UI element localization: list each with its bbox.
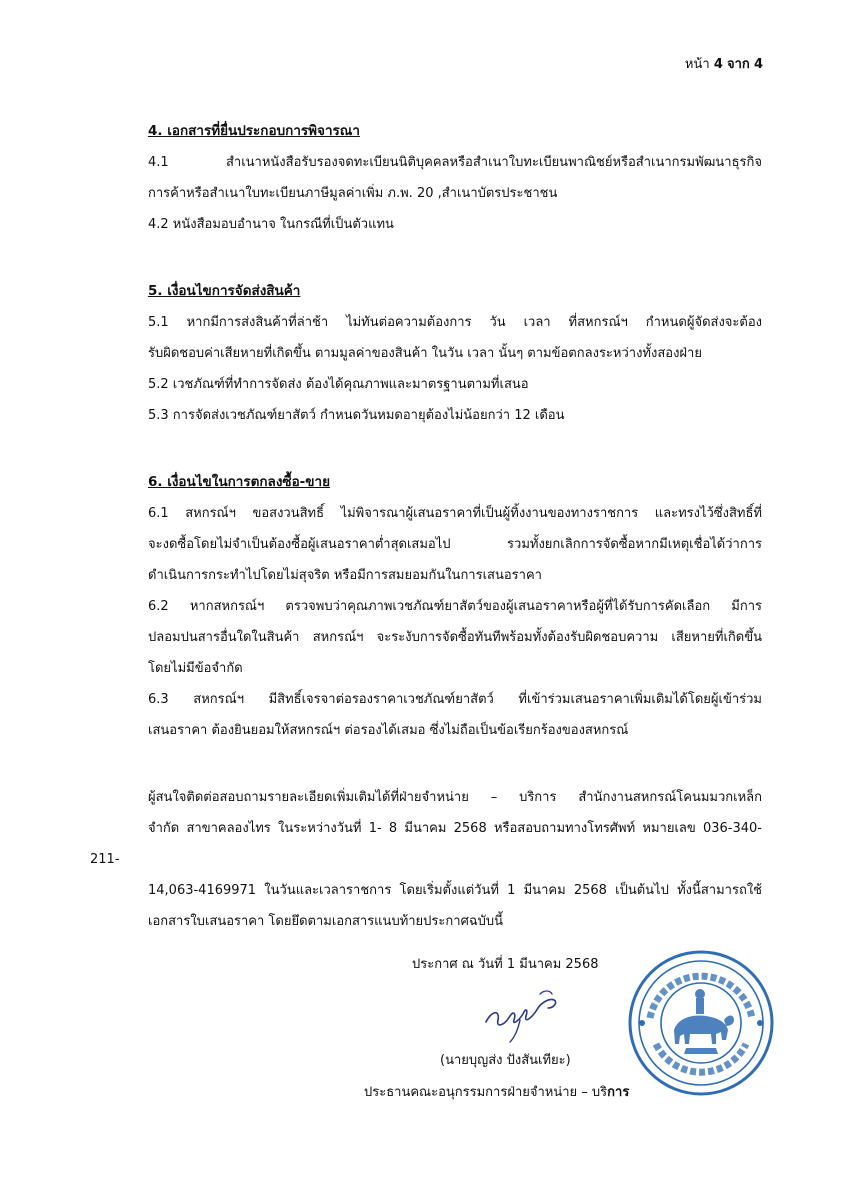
- line: เสนอราคา ต้องยินยอมให้สหกรณ์ฯ ต่อรองได้เสมอ ซึ่งไม่ถือเป็นข้อเรียกร้องของสหกรณ์: [148, 723, 629, 738]
- line: 6.1 สหกรณ์ฯ ขอสงวนสิทธิ์ ไม่พิจารณาผู้เสนอราคาที่เป็นผู้ทิ้งงานของทางราชการ และทรงไว้ซึ่งสิทธิ์ที่: [148, 506, 762, 521]
- announcement-date: ประกาศ ณ วันที่ 1 มีนาคม 2568: [412, 957, 599, 972]
- line: จำกัด สาขาคลองไทร ในระหว่างวันที่ 1- 8 มีนาคม 2568 หรือสอบถามทางโทรศัพท์ หมายเลข 036-340-211-: [90, 821, 762, 867]
- page-number-sep: จาก: [727, 57, 750, 72]
- line: รับผิดชอบค่าเสียหายที่เกิดขึ้น ตามมูลค่าของสินค้า ในวัน เวลา นั้นๆ ตามข้อตกลงระหว่างทั้งสองฝ่าย: [148, 346, 702, 361]
- paragraph-5-1: [90, 307, 762, 369]
- paragraph-4-1: [90, 147, 762, 209]
- line: 6.2 หากสหกรณ์ฯ ตรวจพบว่าคุณภาพเวชภัณฑ์ยาสัตว์ของผู้เสนอราคาหรือผู้ที่ได้รับการคัดเลือก มีการ: [148, 599, 762, 614]
- paragraph-6-1: [90, 498, 762, 591]
- line: 14,063-4169971 ในวันและเวลาราชการ โดยเริ่มตั้งแต่วันที่ 1 มีนาคม 2568 เป็นต้นไป ทั้งนี้สามารถใช้: [148, 883, 762, 898]
- line: การค้าหรือสำเนาใบทะเบียนภาษีมูลค่าเพิ่ม ภ.พ. 20 ,สำเนาบัตรประชาชน: [148, 186, 558, 201]
- signer-title-bold: การ: [607, 1085, 630, 1100]
- paragraph-6-3: [90, 684, 762, 746]
- paragraph-5-2: 5.2 เวชภัณฑ์ที่ทำการจัดส่ง ต้องได้คุณภาพและมาตรฐานตามที่เสนอ: [148, 377, 529, 392]
- section-title: 6. เงื่อนไขในการตกลงซื้อ-ขาย: [148, 474, 331, 490]
- line: ปลอมปนสารอื่นใดในสินค้า สหกรณ์ฯ จะระงับการจัดซื้อทันทีพร้อมทั้งต้องรับผิดชอบความ เสียหายที่เกิดขึ้น: [148, 630, 762, 645]
- section-title: 5. เงื่อนไขการจัดส่งสินค้า: [148, 283, 301, 299]
- paragraph-6-2: [90, 591, 762, 684]
- contact-paragraph: [90, 782, 762, 937]
- paragraph-5-3: 5.3 การจัดส่งเวชภัณฑ์ยาสัตว์ กำหนดวันหมดอายุต้องไม่น้อยกว่า 12 เดือน: [148, 408, 565, 423]
- official-seal-stamp: [626, 948, 776, 1102]
- page-number-current: 4: [713, 57, 723, 72]
- line: จะงดซื้อโดยไม่จำเป็นต้องซื้อผู้เสนอราคาต่ำสุดเสมอไป รวมทั้งยกเลิกการจัดซื้อหากมีเหตุเชื่อได้ว่าการ: [148, 537, 762, 552]
- document-body: [90, 116, 762, 937]
- page-number-total: 4: [753, 57, 763, 72]
- line: เอกสารใบเสนอราคา โดยยึดตามเอกสารแนบท้ายประกาศฉบับนี้: [148, 914, 504, 929]
- line: ผู้สนใจติดต่อสอบถามรายละเอียดเพิ่มเติมได้ที่ฝ่ายจำหน่าย – บริการ สำนักงานสหกรณ์โคนมมวกเหล็ก: [148, 790, 762, 805]
- signer-title: [364, 1084, 629, 1102]
- page-number-prefix: หน้า: [684, 57, 710, 72]
- line: 6.3 สหกรณ์ฯ มีสิทธิ์เจรจาต่อรองราคาเวชภัณฑ์ยาสัตว์ ที่เข้าร่วมเสนอราคาเพิ่มเติมได้โดยผู้เข้าร่วม: [148, 692, 762, 707]
- line: โดยไม่มีข้อจำกัด: [148, 661, 243, 676]
- line: 5.1 หากมีการส่งสินค้าที่ล่าช้า ไม่ทันต่อความต้องการ วัน เวลา ที่สหกรณ์ฯ กำหนดผู้จัดส่งจะต้อง: [148, 315, 762, 330]
- signer-title-main: ประธานคณะอนุกรรมการฝ่ายจำหน่าย – บริ: [364, 1085, 608, 1100]
- line: 4.1 สำเนาหนังสือรับรองจดทะเบียนนิติบุคคลหรือสำเนาใบทะเบียนพาณิชย์หรือสำเนากรมพัฒนาธุรกิจ: [148, 155, 762, 170]
- signer-name: (นายบุญส่ง ปังสันเทียะ): [440, 1053, 571, 1068]
- paragraph-4-2: 4.2 หนังสือมอบอำนาจ ในกรณีที่เป็นตัวแทน: [148, 217, 394, 232]
- page-number: [685, 56, 763, 74]
- line: ดำเนินการกระทำไปโดยไม่สุจริต หรือมีการสมยอมกันในการเสนอราคา: [148, 568, 542, 583]
- handwritten-signature: [480, 980, 570, 1050]
- section-title: 4. เอกสารที่ยื่นประกอบการพิจารณา: [148, 123, 360, 139]
